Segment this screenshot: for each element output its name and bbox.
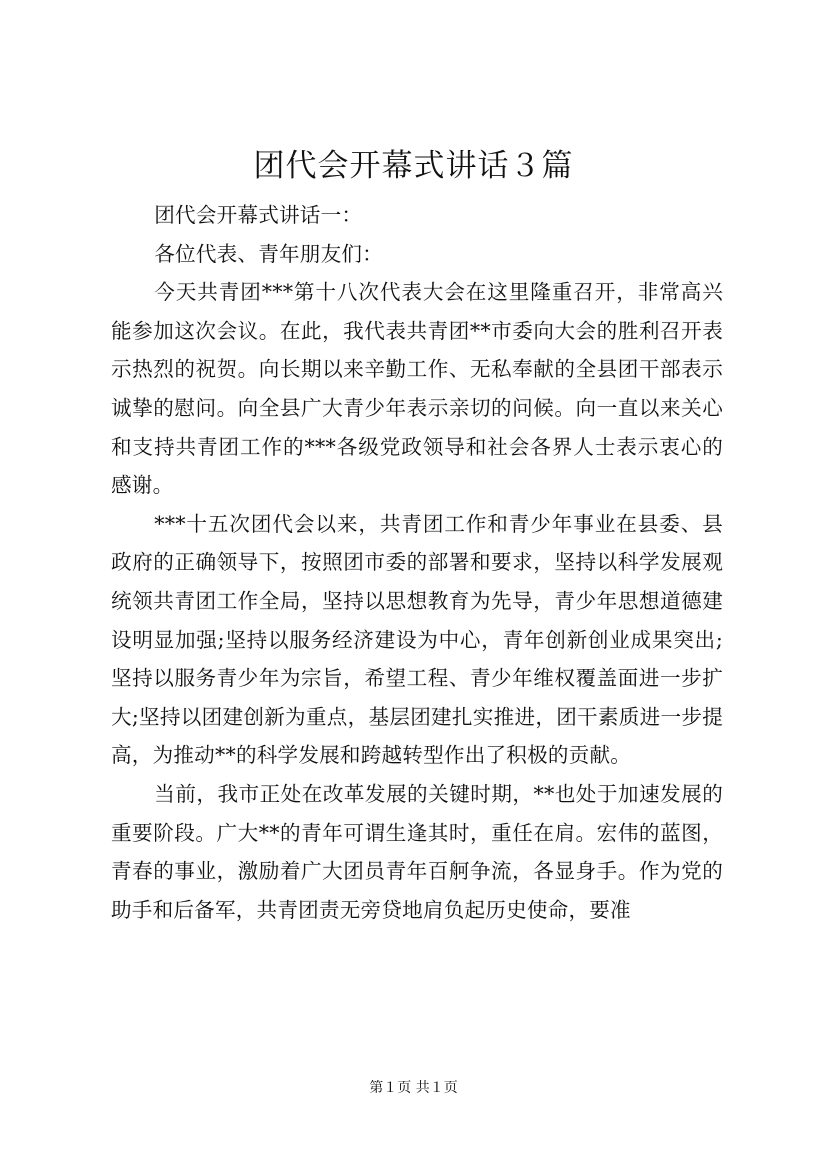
paragraph-salutation: 各位代表、青年朋友们： xyxy=(154,241,383,266)
page-footer: 第１页 共１页 xyxy=(369,1080,458,1096)
paragraph-current-situation: 当前，我市正处在改革发展的关键时期，**也处于加速发展的重要阶段。广大**的青年可谓生逢其时，重任在肩。宏伟的蓝图，青春的事业，激励着广大团员青年百舸争流，各显身手。作为党的助手和后备军，共青团责无旁贷地肩负起历史使命，要准 xyxy=(111,781,723,922)
paragraph-heading: 团代会开幕式讲话一： xyxy=(154,203,363,227)
document-title: 团代会开幕式讲话３篇 xyxy=(253,148,574,184)
paragraph-opening: 今天共青团***第十八次代表大会在这里隆重召开，非常高兴能参加这次会议。在此，我代表共青团**市委向大会的胜利召开表示热烈的祝贺。向长期以来辛勤工作、无私奉献的全县团干部表示诚挚的慰问。向全县广大青少年表示亲切的问候。向一直以来关心和支持共青团工作的***各级党政领导和社会各界人士表示衷心的感谢。 xyxy=(111,280,723,498)
paragraph-achievements: ***十五次团代会以来，共青团工作和青少年事业在县委、县政府的正确领导下，按照团市委的部署和要求，坚持以科学发展观统领共青团工作全局，坚持以思想教育为先导，青少年思想道德建设明显加强;坚持以服务经济建设为中心，青年创新创业成果突出;坚持以服务青少年为宗旨，希望工程、青少年维权覆盖面进一步扩大;坚持以团建创新为重点，基层团建扎实推进，团干素质进一步提高，为推动**的科学发展和跨越转型作出了积极的贡献。 xyxy=(111,511,723,768)
document-body xyxy=(111,196,723,929)
